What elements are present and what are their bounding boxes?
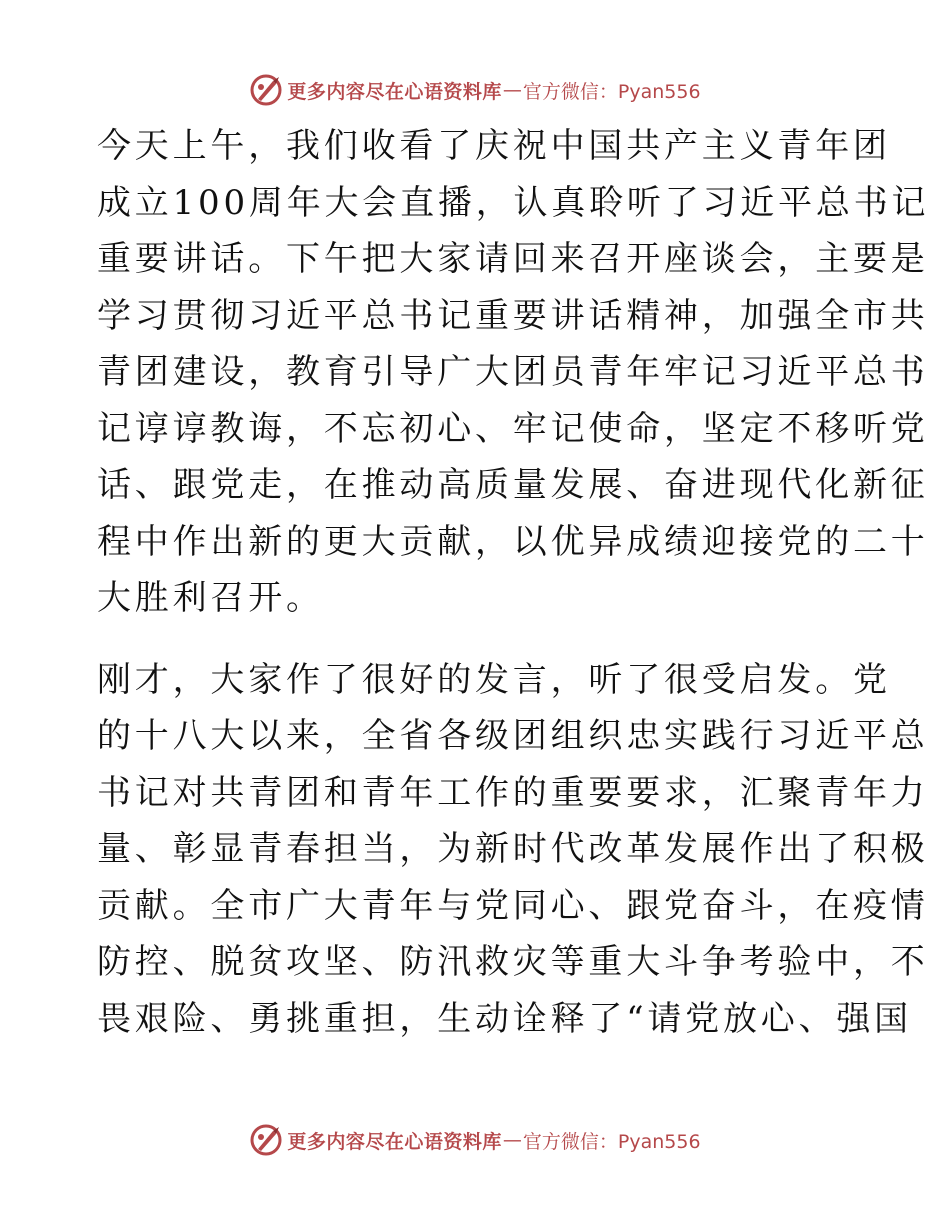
footer-site-text: 更多内容尽在心语资料库 <box>287 1130 502 1153</box>
text-line: 防控、脱贫攻坚、防汛救灾等重大斗争考验中，不 <box>97 942 929 982</box>
paragraph-gap <box>97 627 857 652</box>
text-line: 程中作出新的更大贡献，以优异成绩迎接党的二十 <box>97 521 929 562</box>
body-text <box>97 118 930 1047</box>
text-line: 大胜利召开。 <box>97 578 324 618</box>
footer-banner <box>0 1120 950 1160</box>
text-line: 青团建设，教育引导广大团员青年牢记习近平总书 <box>97 352 929 392</box>
header-site-text: 更多内容尽在心语资料库 <box>287 80 502 103</box>
footer-dash: — <box>502 1129 522 1151</box>
text-line: 话、跟党走，在推动高质量发展、奋进现代化新征 <box>97 465 929 505</box>
text-line: 今天上午，我们收看了庆祝中国共产主义青年团 <box>97 126 891 166</box>
text-line: 重要讲话。下午把大家请回来召开座谈会，主要是 <box>97 239 929 279</box>
header-contact: 官方微信：Pyan556 <box>522 80 701 103</box>
text-line: 记谆谆教诲，不忘初心、牢记使命，坚定不移听党 <box>97 408 929 449</box>
quill-logo-icon <box>249 73 283 107</box>
quill-logo-icon <box>249 1123 283 1157</box>
header-dash: — <box>502 79 522 101</box>
text-line: 量、彰显青春担当，为新时代改革发展作出了积极 <box>97 829 929 869</box>
header-banner <box>0 70 950 110</box>
footer-contact: 官方微信：Pyan556 <box>522 1130 701 1153</box>
text-line: 成立100周年大会直播，认真聆听了习近平总书记 <box>97 182 930 223</box>
text-line: 的十八大以来，全省各级团组织忠实践行习近平总 <box>97 716 929 756</box>
text-line: 畏艰险、勇挑重担，生动诠释了“请党放心、强国 <box>97 998 912 1039</box>
text-line: 书记对共青团和青年工作的重要要求，汇聚青年力 <box>97 772 929 813</box>
text-line: 刚才，大家作了很好的发言，听了很受启发。党 <box>97 659 891 700</box>
paragraph <box>97 118 930 627</box>
text-line: 学习贯彻习近平总书记重要讲话精神，加强全市共 <box>97 295 929 336</box>
text-line: 贡献。全市广大青年与党同心、跟党奋斗，在疫情 <box>97 885 929 926</box>
paragraph <box>97 652 929 1048</box>
